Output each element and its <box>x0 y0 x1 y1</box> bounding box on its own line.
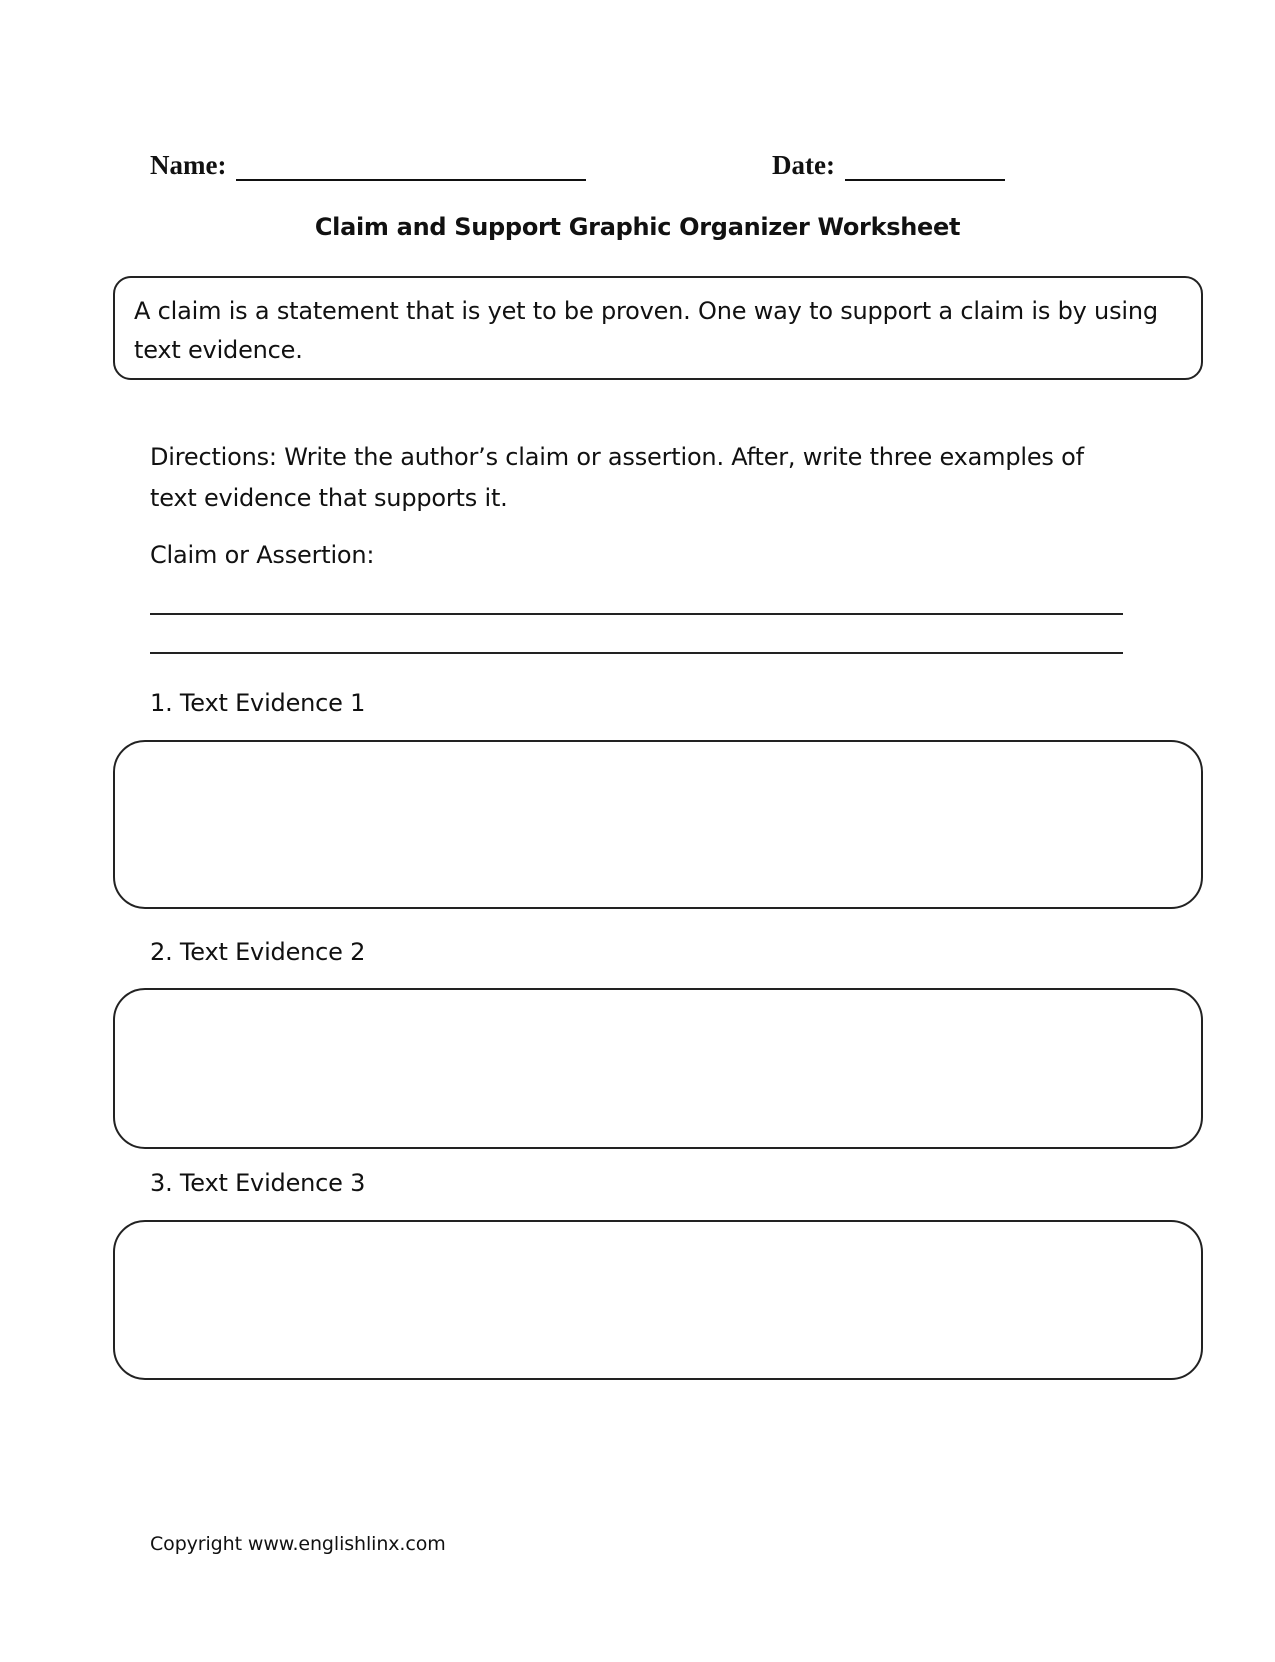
claim-label: Claim or Assertion: <box>150 541 375 569</box>
copyright-footer: Copyright www.englishlinx.com <box>150 1533 446 1555</box>
date-blank-line[interactable] <box>845 153 1005 181</box>
directions-line-2: text evidence that supports it. <box>150 484 508 512</box>
directions-line-1: Directions: Write the author’s claim or assertion. After, write three examples of <box>150 443 1084 471</box>
evidence-3-label: 3. Text Evidence 3 <box>150 1169 366 1197</box>
directions-text <box>150 437 1150 519</box>
header-row <box>150 150 1030 190</box>
name-label: Name: <box>150 150 227 180</box>
name-field-group <box>150 150 586 181</box>
evidence-3-box[interactable] <box>113 1220 1203 1380</box>
date-label: Date: <box>772 150 835 180</box>
evidence-1-box[interactable] <box>113 740 1203 909</box>
name-blank-line[interactable] <box>236 153 586 181</box>
evidence-1-label: 1. Text Evidence 1 <box>150 689 366 717</box>
evidence-2-label: 2. Text Evidence 2 <box>150 938 366 966</box>
claim-write-line-1[interactable] <box>150 613 1123 615</box>
definition-line-2: text evidence. <box>134 336 303 364</box>
claim-write-line-2[interactable] <box>150 652 1123 654</box>
evidence-2-box[interactable] <box>113 988 1203 1149</box>
definition-line-1: A claim is a statement that is yet to be proven. One way to support a claim is by using <box>134 297 1158 325</box>
date-field-group <box>772 150 1005 181</box>
worksheet-title: Claim and Support Graphic Organizer Worksheet <box>314 213 961 241</box>
definition-box <box>113 276 1203 380</box>
